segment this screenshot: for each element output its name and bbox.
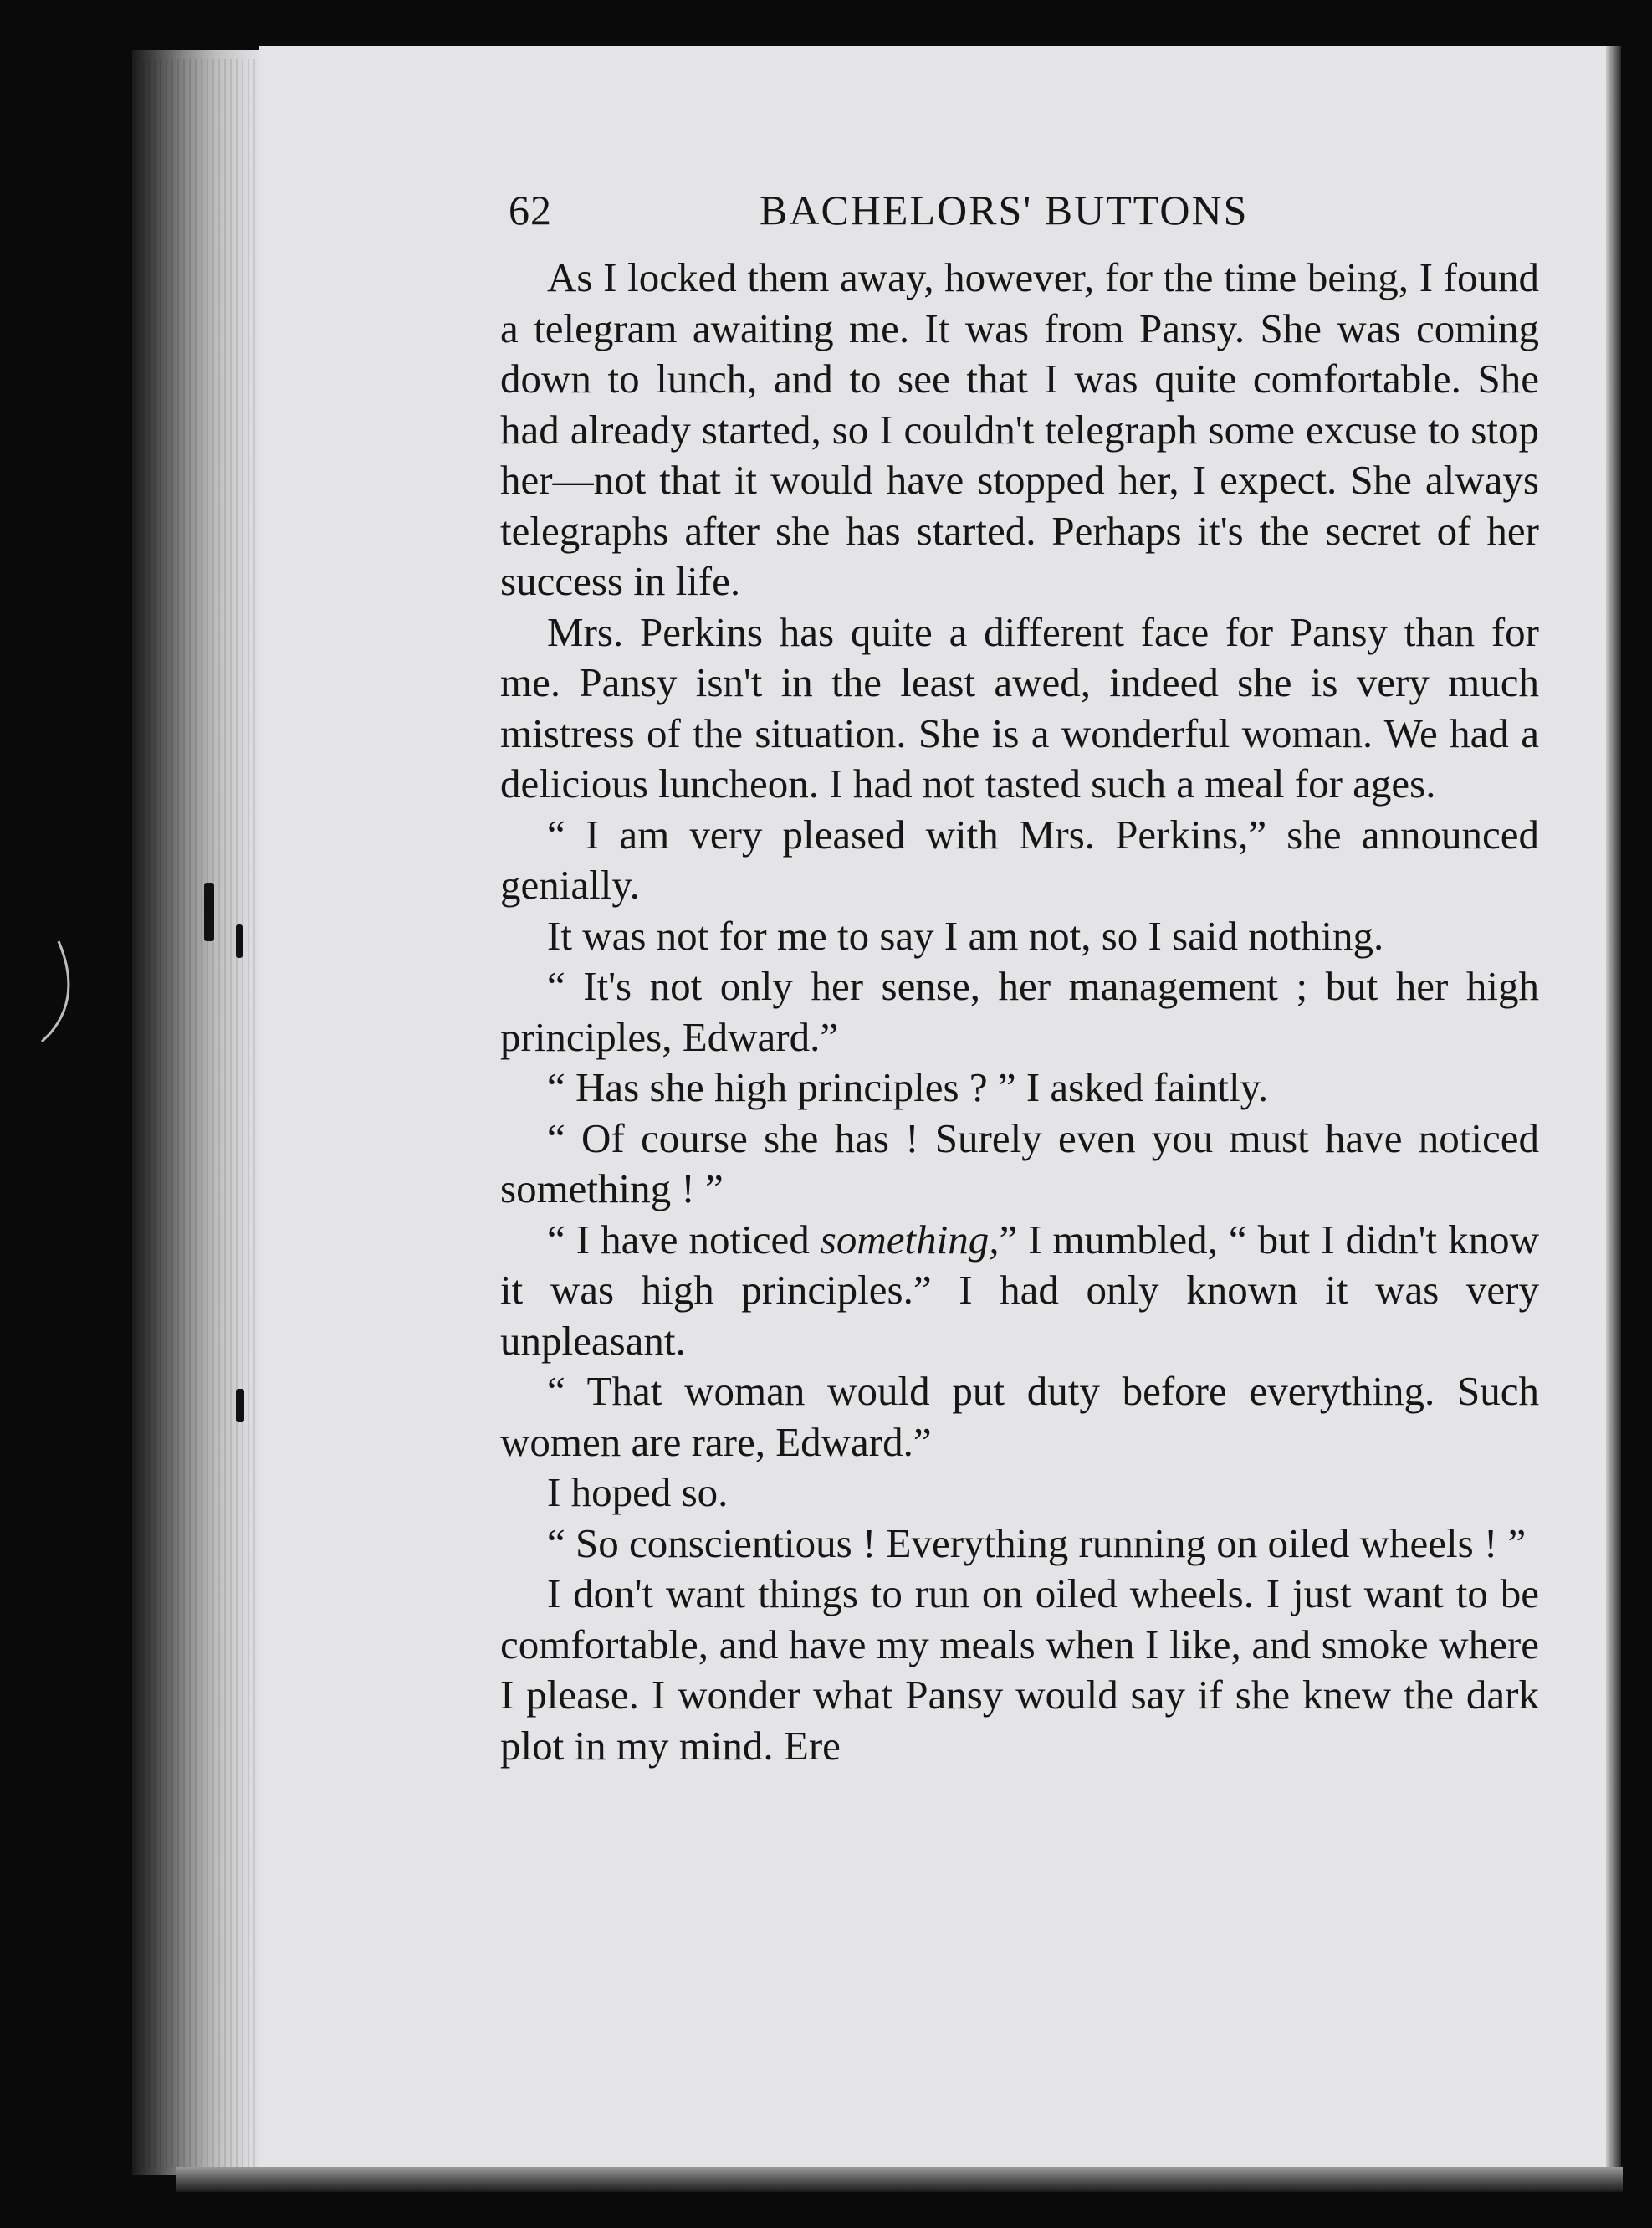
paragraph — [500, 1215, 1539, 1367]
text-run: “ Of course she has ! Surely even you must have noticed something ! ” — [500, 1114, 1539, 1211]
book-page-edge-lines — [142, 59, 259, 2167]
page-number: 62 — [509, 187, 552, 233]
paragraph — [500, 961, 1539, 1063]
binding-mark — [236, 924, 243, 958]
paragraph — [500, 607, 1539, 810]
body-text — [500, 253, 1539, 1771]
italic-text: something, — [820, 1216, 1000, 1263]
text-run: I don't want things to run on oiled wheels. I just want to be comfortable, and have my meals when I like, and smoke where I please. I wonder what Pansy would say if she knew the dark plot in my mind. Ere — [500, 1570, 1539, 1769]
text-run: As I locked them away, however, for the time being, I found a telegram awaiting me. It was from Pansy. She was coming down to lunch, and to see that I was quite comfortable. She had already started, so I couldn't telegraph some excuse to stop her—not that it would have stopped her, I expect. She always telegraphs after she has started. Perhaps it's the secret of her success in life. — [500, 254, 1539, 604]
text-run: “ It's not only her sense, her management ; but her high principles, Edward.” — [500, 963, 1539, 1060]
page-right-shadow — [1606, 46, 1621, 2179]
text-run: “ That woman would put duty before everything. Such women are rare, Edward.” — [500, 1368, 1539, 1465]
paragraph — [500, 810, 1539, 911]
binding-mark — [236, 1389, 244, 1422]
text-run: “ I am very pleased with Mrs. Perkins,” she announced genially. — [500, 811, 1539, 908]
text-run: “ I have noticed — [547, 1216, 821, 1263]
paragraph — [500, 1114, 1539, 1215]
text-run: Mrs. Perkins has quite a different face for Pansy than for me. Pansy isn't in the least awed, indeed she is very much mistress of the situation. She is a wonderful woman. We had a delicious luncheon. I had not tasted such a meal for ages. — [500, 608, 1539, 807]
paragraph — [500, 911, 1539, 962]
text-run: “ Has she high principles ? ” I asked faintly. — [547, 1064, 1269, 1110]
paragraph — [500, 1366, 1539, 1467]
binding-mark — [204, 883, 214, 941]
paragraph — [500, 1467, 1539, 1519]
text-run: It was not for me to say I am not, so I said nothing. — [547, 912, 1384, 959]
paragraph — [500, 1519, 1539, 1570]
page-bottom-shadow — [176, 2167, 1623, 2192]
running-head — [500, 186, 1539, 253]
paragraph — [500, 1569, 1539, 1771]
margin-pencil-mark — [25, 937, 75, 1046]
paragraph — [500, 1063, 1539, 1114]
text-run: “ So conscientious ! Everything running on oiled wheels ! ” — [547, 1519, 1527, 1566]
text-run: ” I mumbled, “ but I didn't know it was high principles.” I had only known it was very unpleasant. — [500, 1216, 1540, 1364]
running-title: BACHELORS' BUTTONS — [760, 187, 1249, 233]
page-text-block — [500, 186, 1539, 1771]
paragraph — [500, 253, 1539, 607]
text-run: I hoped so. — [547, 1469, 729, 1515]
